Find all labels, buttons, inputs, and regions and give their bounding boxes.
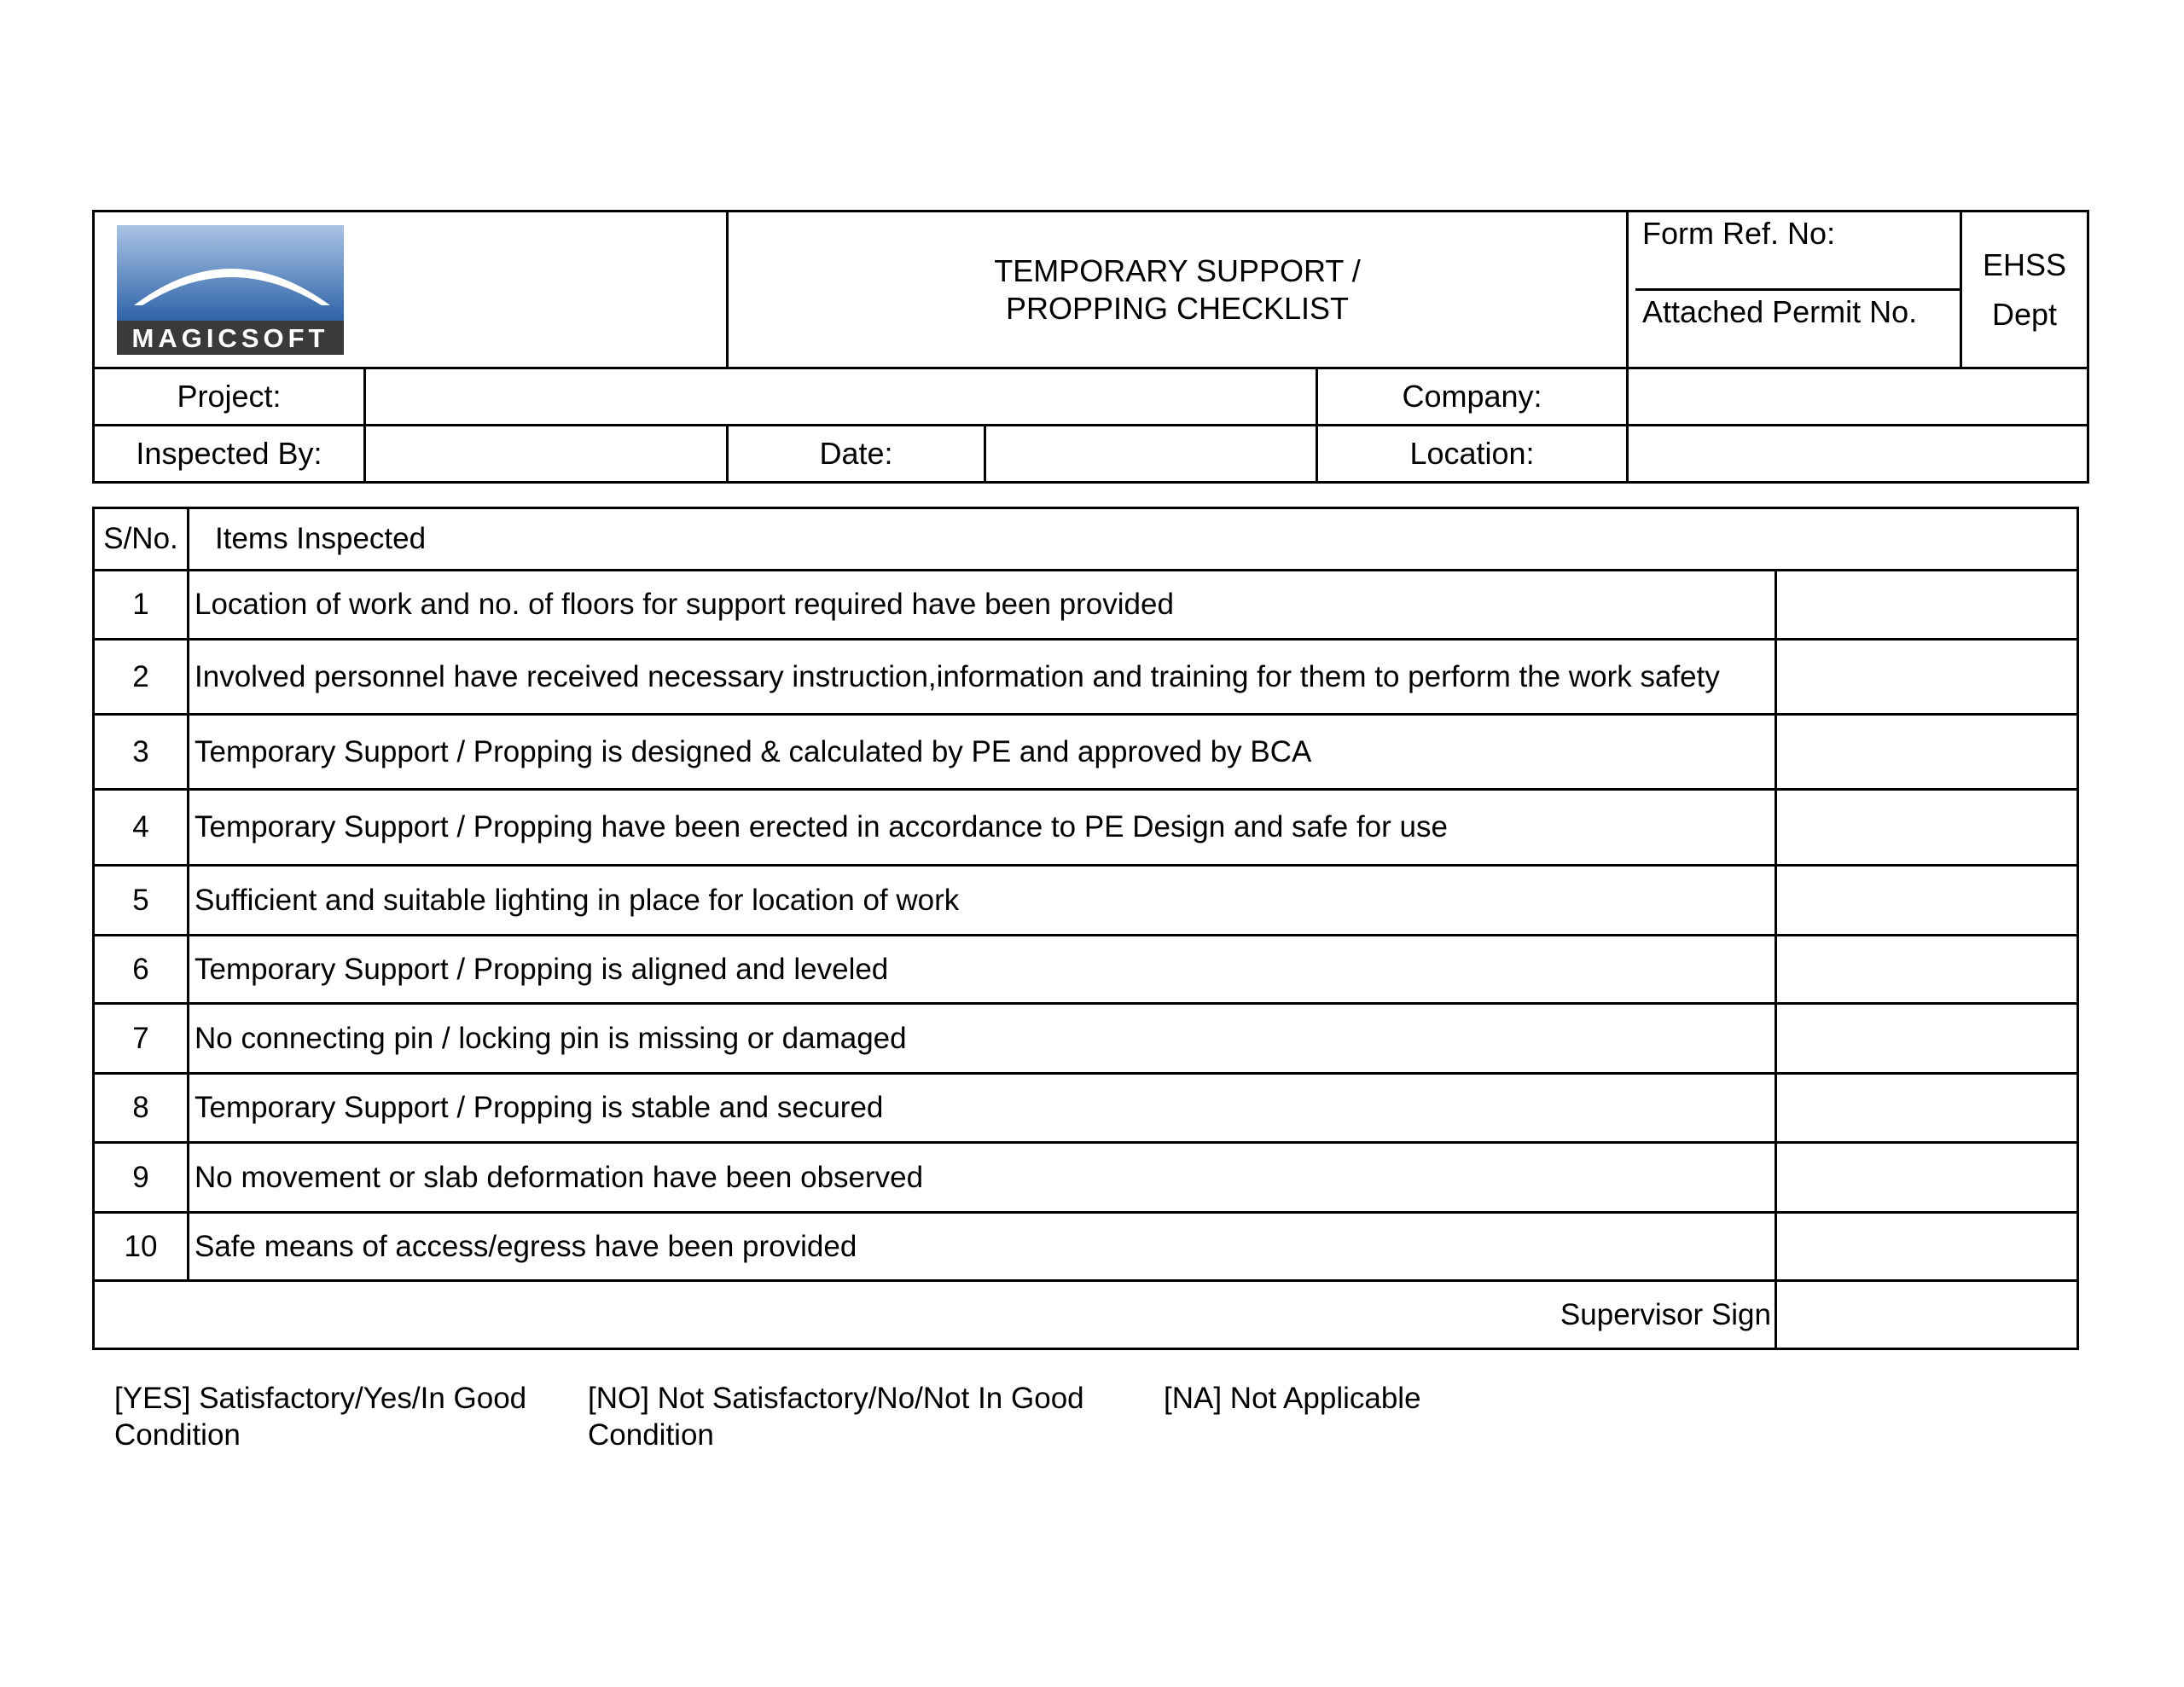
reference-cell <box>1628 212 1961 368</box>
table-row <box>94 1004 2078 1074</box>
form-title <box>728 212 1628 368</box>
title-line-1: TEMPORARY SUPPORT / <box>994 252 1361 288</box>
magicsoft-logo <box>117 225 344 355</box>
item-text: Safe means of access/egress have been provided <box>189 1213 1776 1281</box>
supervisor-sign-label: Supervisor Sign <box>94 1281 1776 1349</box>
item-text: Location of work and no. of floors for support required have been provided <box>189 571 1776 640</box>
table-row <box>94 1213 2078 1281</box>
table-row <box>94 571 2078 640</box>
item-number: 3 <box>94 715 189 790</box>
item-status-field[interactable] <box>1776 1143 2078 1213</box>
supervisor-sign-field[interactable] <box>1776 1281 2078 1349</box>
table-row <box>94 1143 2078 1213</box>
item-number: 5 <box>94 866 189 936</box>
legend-yes-line-2: Condition <box>114 1418 241 1452</box>
item-text: Temporary Support / Propping is stable and secured <box>189 1074 1776 1143</box>
form-ref-field[interactable] <box>1635 212 1960 291</box>
dept-line-1: EHSS <box>1983 246 2067 282</box>
item-number: 8 <box>94 1074 189 1143</box>
item-status-field[interactable] <box>1776 866 2078 936</box>
logo-text: MAGICSOFT <box>131 322 329 353</box>
supervisor-sign-row <box>94 1281 2078 1349</box>
item-text: Temporary Support / Propping is aligned and leveled <box>189 936 1776 1004</box>
item-text: No movement or slab deformation have been observed <box>189 1143 1776 1213</box>
permit-field[interactable] <box>1635 291 1960 367</box>
inspected-by-field[interactable] <box>365 426 728 483</box>
legend-no-line-2: Condition <box>588 1418 714 1452</box>
logo-cell <box>94 212 728 368</box>
project-label: Project: <box>94 368 365 426</box>
item-number: 6 <box>94 936 189 1004</box>
inspected-by-label: Inspected By: <box>94 426 365 483</box>
table-row <box>94 790 2078 866</box>
item-text: Temporary Support / Propping is designed & calculated by PE and approved by BCA <box>189 715 1776 790</box>
legend-no <box>588 1380 1084 1453</box>
checklist-table-wrapper <box>92 507 2077 1348</box>
legend-na <box>1164 1380 1421 1417</box>
legend-yes <box>114 1380 526 1453</box>
checklist-table <box>92 507 2079 1350</box>
location-label: Location: <box>1317 426 1628 483</box>
date-field[interactable] <box>985 426 1317 483</box>
table-row <box>94 1074 2078 1143</box>
date-label: Date: <box>728 426 985 483</box>
form-header <box>92 210 2087 481</box>
project-field[interactable] <box>365 368 1317 426</box>
dept-cell <box>1961 212 2088 368</box>
dept-line-2: Dept <box>1992 296 2058 332</box>
items-header: Items Inspected <box>189 508 2078 571</box>
item-text: No connecting pin / locking pin is missing or damaged <box>189 1004 1776 1074</box>
item-number: 10 <box>94 1213 189 1281</box>
legend-na-text: [NA] Not Applicable <box>1164 1382 1421 1415</box>
item-number: 4 <box>94 790 189 866</box>
item-number: 2 <box>94 640 189 715</box>
header-table <box>92 210 2089 484</box>
item-status-field[interactable] <box>1776 1213 2078 1281</box>
item-status-field[interactable] <box>1776 571 2078 640</box>
legend-yes-line-1: [YES] Satisfactory/Yes/In Good <box>114 1382 527 1415</box>
company-field[interactable] <box>1628 368 2088 426</box>
item-text: Temporary Support / Propping have been erected in accordance to PE Design and safe for use <box>189 790 1776 866</box>
item-number: 7 <box>94 1004 189 1074</box>
item-number: 9 <box>94 1143 189 1213</box>
checklist-header-row <box>94 508 2078 571</box>
table-row <box>94 936 2078 1004</box>
item-status-field[interactable] <box>1776 715 2078 790</box>
permit-label: Attached Permit No. <box>1642 294 1918 329</box>
sn-header: S/No. <box>94 508 189 571</box>
title-line-2: PROPPING CHECKLIST <box>1005 290 1350 326</box>
item-status-field[interactable] <box>1776 640 2078 715</box>
item-status-field[interactable] <box>1776 790 2078 866</box>
table-row <box>94 640 2078 715</box>
company-label: Company: <box>1317 368 1628 426</box>
location-field[interactable] <box>1628 426 2088 483</box>
legend-no-line-1: [NO] Not Satisfactory/No/Not In Good <box>588 1382 1084 1415</box>
table-row <box>94 866 2078 936</box>
item-status-field[interactable] <box>1776 1074 2078 1143</box>
item-text: Involved personnel have received necessary instruction,information and training for them to perform the work safety <box>189 640 1776 715</box>
item-number: 1 <box>94 571 189 640</box>
item-text: Sufficient and suitable lighting in place for location of work <box>189 866 1776 936</box>
item-status-field[interactable] <box>1776 936 2078 1004</box>
table-row <box>94 715 2078 790</box>
item-status-field[interactable] <box>1776 1004 2078 1074</box>
form-ref-label: Form Ref. No: <box>1642 216 1836 251</box>
